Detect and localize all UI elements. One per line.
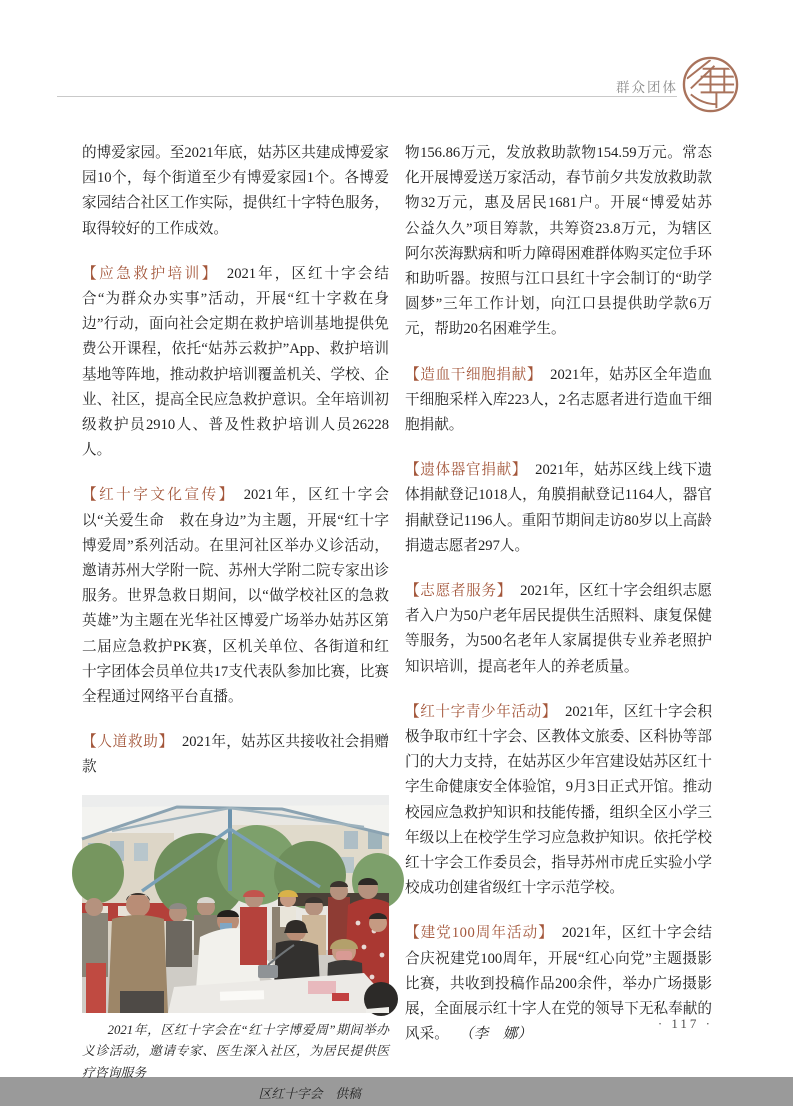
author-byline: （李 娜） bbox=[466, 1026, 532, 1043]
photo-caption-text: 2021年，区红十字会在“红十字博爱周”期间举办义诊活动，邀请专家、医生深入社区，为居民提供医疗咨询服务 bbox=[82, 1022, 389, 1080]
event-photo-figure bbox=[82, 795, 389, 1106]
photo-caption bbox=[82, 1020, 389, 1106]
section-youth-activities bbox=[405, 700, 712, 902]
body-paragraph-continued: 物156.86万元，发放救助款物154.59万元。常态化开展博爱送万家活动，春节前夕共发放救助款物32万元，惠及居民1681户。开展“博爱姑苏 公益久久”项目筹款，共筹资23.8万元，为辖区阿尔茨海默病和听力障碍困难群体购买定位手环和助听器。按照与江口县红十字会制订的“助学圆梦”三年工作计划，向江口县提供助学款6万元，帮助20名困难学生。 bbox=[405, 145, 727, 338]
page-content bbox=[82, 141, 727, 1106]
photo-credit: 区红十字会 供稿 bbox=[258, 1087, 361, 1102]
section-heading: 【建党100周年活动】 bbox=[405, 925, 554, 942]
section-body: 2021年，姑苏区全年造血干细胞采样入库223人，2名志愿者进行造血干细胞捐献。 bbox=[405, 366, 712, 434]
section-body: 2021年，区红十字会积极争取市红十字会、区教体文旅委、区科协等部门的大力支持，在姑苏区少年宫建设姑苏区红十字生命健康安全体验馆，9月3日正式开馆。推动校园应急救护知识和技能传播，组织全区小学三年级以上在校学生学习应急救护知识。依托学校红十字会工作委员会，指导苏州市虎丘实验小学校成功创建省级红十字示范学校。 bbox=[405, 703, 712, 897]
section-body: 2021年，区红十字会结合“为群众办实事”活动，开展“红十字救在身边”行动，面向社会定期在救护培训基地提供免费公开课程，依托“姑苏云救护”App、救护培训基地等阵地，推动救护培训覆盖机关、学校、企业、社区，提高全民应急救护意识。全年培训初级救护员2910人、普及性救护培训人员26228人。 bbox=[82, 265, 389, 459]
event-photo bbox=[82, 795, 389, 1013]
section-body: 2021年，姑苏区线上线下遗体捐献登记1018人，角膜捐献登记1164人，器官捐献登记1196人。重阳节期间走访80岁以上高龄捐遗志愿者297人。 bbox=[405, 462, 712, 554]
section-body: 2021年，姑苏区共接收社会捐赠款 bbox=[82, 734, 389, 776]
section-heading: 【红十字文化宣传】 bbox=[82, 487, 236, 504]
section-organ-donation bbox=[405, 458, 712, 559]
section-humanitarian-aid bbox=[82, 730, 389, 780]
section-body: 2021年，区红十字会结合庆祝建党100周年，开展“红心向党”主题摄影比赛，共收到投稿作品200余件，举办广场摄影展，全面展示红十字人在党的领导下无私奉献的风采。 bbox=[405, 925, 712, 1043]
left-column bbox=[82, 141, 389, 1106]
section-heading: 【造血干细胞捐献】 bbox=[405, 366, 543, 383]
section-body: 2021年，区红十字会以“关爱生命 救在身边”为主题，开展“红十字博爱周”系列活动。在里河社区举办义诊活动，邀请苏州大学附一院、苏州大学附二院专家出诊服务。世界急救日期间，以“做学校社区的急救英雄”为主题在光华社区博爱广场举办姑苏区第二届应急救护PK赛，区机关单位、各街道和红十字团体会员单位共17支代表队参加比赛，比赛全程通过网络平台直播。 bbox=[82, 487, 389, 706]
section-stem-cell-donation bbox=[405, 363, 712, 439]
section-heading: 【志愿者服务】 bbox=[405, 583, 513, 600]
section-heading: 【红十字青少年活动】 bbox=[405, 703, 558, 720]
header-section-label: 群众团体 bbox=[616, 80, 678, 95]
photo-back-of-head bbox=[364, 982, 398, 1016]
section-heading: 【人道救助】 bbox=[82, 734, 174, 751]
section-emergency-training bbox=[82, 262, 389, 464]
right-column bbox=[405, 141, 727, 1106]
section-body: 2021年，区红十字会组织志愿者入户为50户老年居民提供生活照料、康复保健等服务，为500名老年人家属提供专业养老照护知识培训，提高老年人的养老质量。 bbox=[405, 583, 712, 675]
section-heading: 【应急救护培训】 bbox=[82, 265, 219, 282]
page-number: · 117 · bbox=[657, 1016, 713, 1031]
section-culture-promotion bbox=[82, 483, 389, 710]
body-paragraph-continued: 的博爱家园。至2021年底，姑苏区共建成博爱家园10个，每个街道至少有博爱家园1个。各博爱家园结合社区工作实际，提供红十字特色服务，取得较好的工作成效。 bbox=[82, 145, 389, 237]
yearbook-seal-icon bbox=[681, 55, 740, 114]
section-heading: 【遗体器官捐献】 bbox=[405, 462, 528, 479]
header-rule bbox=[57, 96, 677, 97]
section-volunteer-service bbox=[405, 579, 712, 680]
